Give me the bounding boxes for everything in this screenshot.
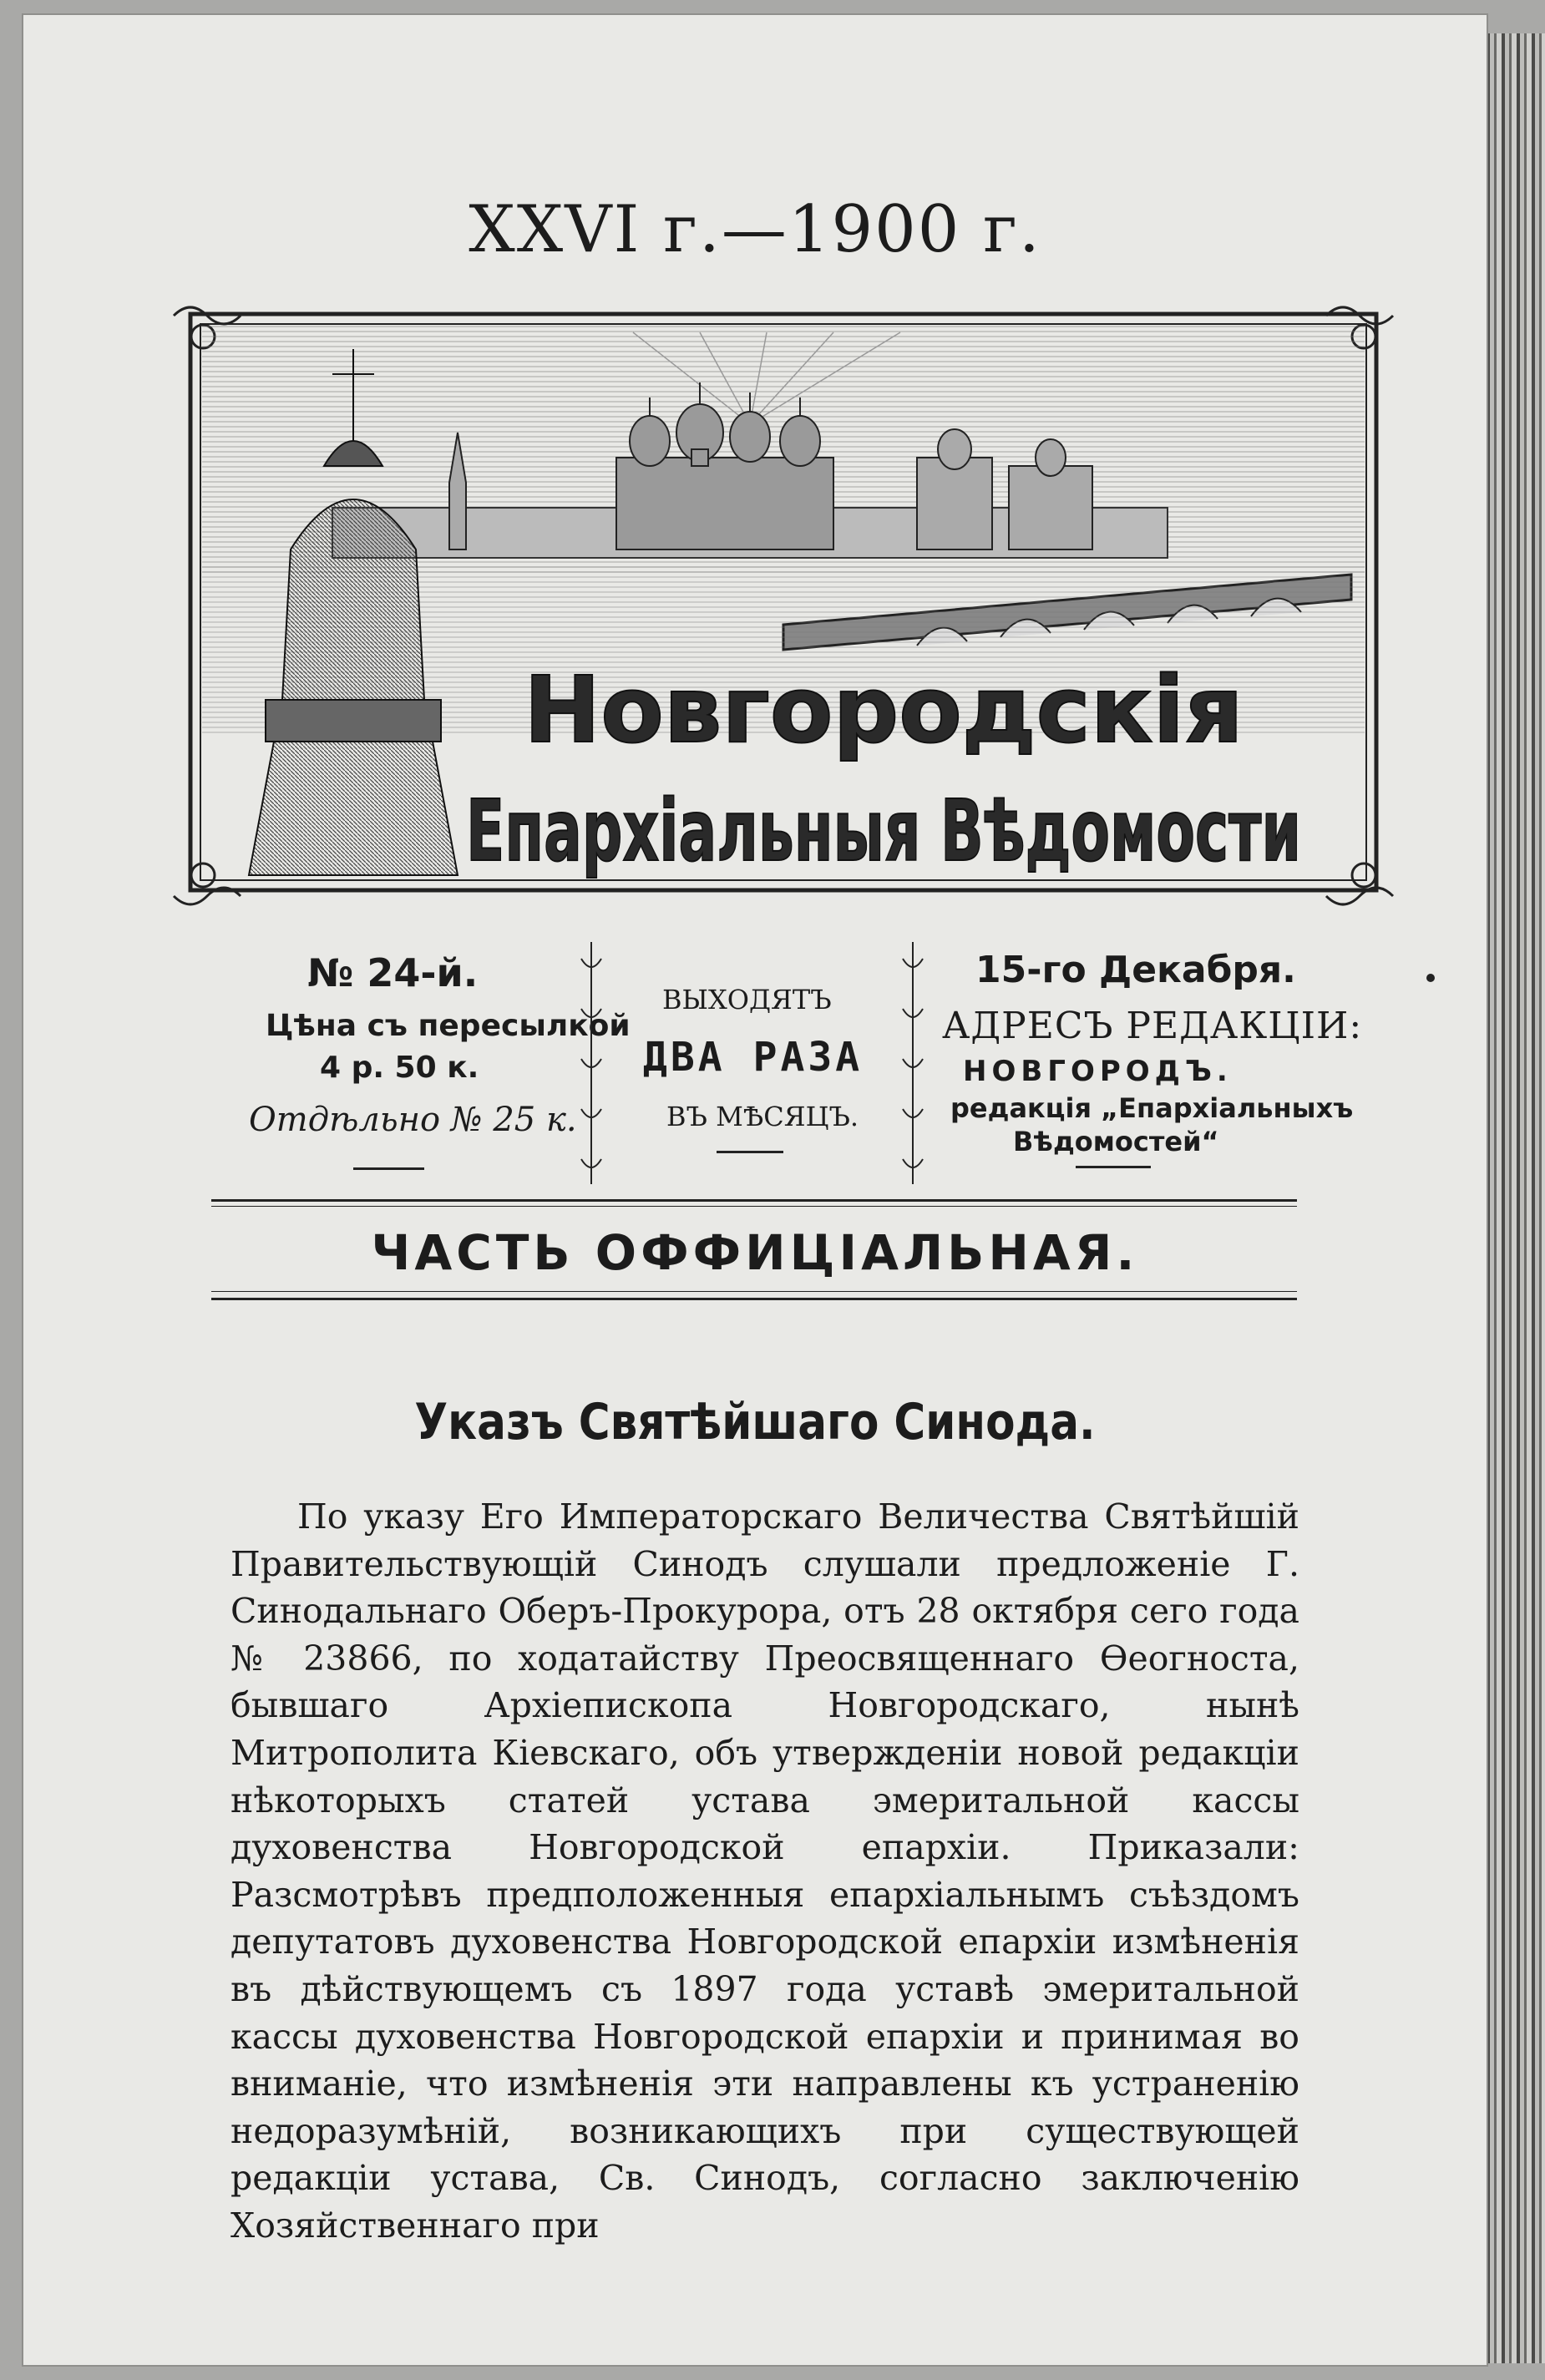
masthead-title-line1: Новгородскія	[524, 656, 1244, 763]
section-rule-bottom	[211, 1298, 1297, 1300]
ornament-column-right	[896, 942, 930, 1184]
article-body	[230, 1493, 1299, 2250]
divider	[717, 1151, 783, 1153]
issue-date: 15-го Декабря.	[975, 949, 1296, 991]
masthead-engraving	[165, 299, 1401, 921]
book-page-edges	[1487, 33, 1545, 2363]
single-issue-price: Отдѣльно № 25 к.	[249, 1101, 577, 1139]
article-title: Указъ Святѣйшаго Синода.	[414, 1393, 1096, 1451]
address-city: НОВГОРОДЪ.	[963, 1055, 1233, 1088]
ornament-column-left	[575, 942, 608, 1184]
stray-dot	[1426, 974, 1435, 982]
section-rule-top-thin	[211, 1206, 1297, 1207]
address-label: АДРЕСЪ РЕДАКЦІИ:	[942, 1005, 1363, 1047]
divider	[353, 1167, 424, 1170]
section-heading: ЧАСТЬ ОФФИЦІАЛЬНАЯ.	[371, 1224, 1139, 1281]
frequency-line3: ВЪ МѢСЯЦЪ.	[666, 1101, 859, 1132]
article-paragraph: По указу Его Императорскаго Величества Святѣйшій Правительствующій Синодъ слушали предложеніе Г. Синодальнаго Оберъ-Прокурора, отъ 28 октября сего года № 23866, по ходатайству Преосвященнаго Ѳеогноста, бывшаго Архіепископа Новгородскаго, нынѣ Митрополита Кіевскаго, объ утвержденіи новой редакціи нѣкоторыхъ статей устава эмеритальной кассы духовенства Новгородской епархіи. Приказали: Разсмотрѣвъ предположенныя епархіальнымъ съѣздомъ депутатовъ духовенства Новгородской епархіи измѣненія въ дѣйствующемъ съ 1897 года уставѣ эмеритальной кассы духовенства Новгородской епархіи и принимая во вниманіе, что измѣненія эти направлены къ устраненію недоразумѣній, возникающихъ при существующей редакціи устава, Св. Синодъ, согласно заключенію Хозяйственнаго при	[230, 1496, 1299, 2246]
divider	[1076, 1166, 1151, 1168]
section-rule-bottom-thin	[211, 1291, 1297, 1292]
frequency-line1: ВЫХОДЯТЪ	[662, 984, 832, 1015]
price-value: 4 р. 50 к.	[320, 1051, 479, 1085]
year-line: XXVI г.—1900 г.	[469, 192, 1041, 267]
section-rule-top	[211, 1199, 1297, 1202]
frequency-line2: ДВА РАЗА	[643, 1034, 864, 1081]
address-line3: редакція „Епархіальныхъ	[950, 1092, 1354, 1124]
address-line4: Вѣдомостей“	[1013, 1126, 1219, 1157]
newspaper-page	[23, 15, 1487, 2365]
price-label: Цѣна съ пересылкой	[266, 1009, 631, 1043]
masthead-title-line2: Епархіальныя Вѣдомости	[466, 782, 1301, 881]
issue-number: № 24-й.	[307, 950, 479, 995]
